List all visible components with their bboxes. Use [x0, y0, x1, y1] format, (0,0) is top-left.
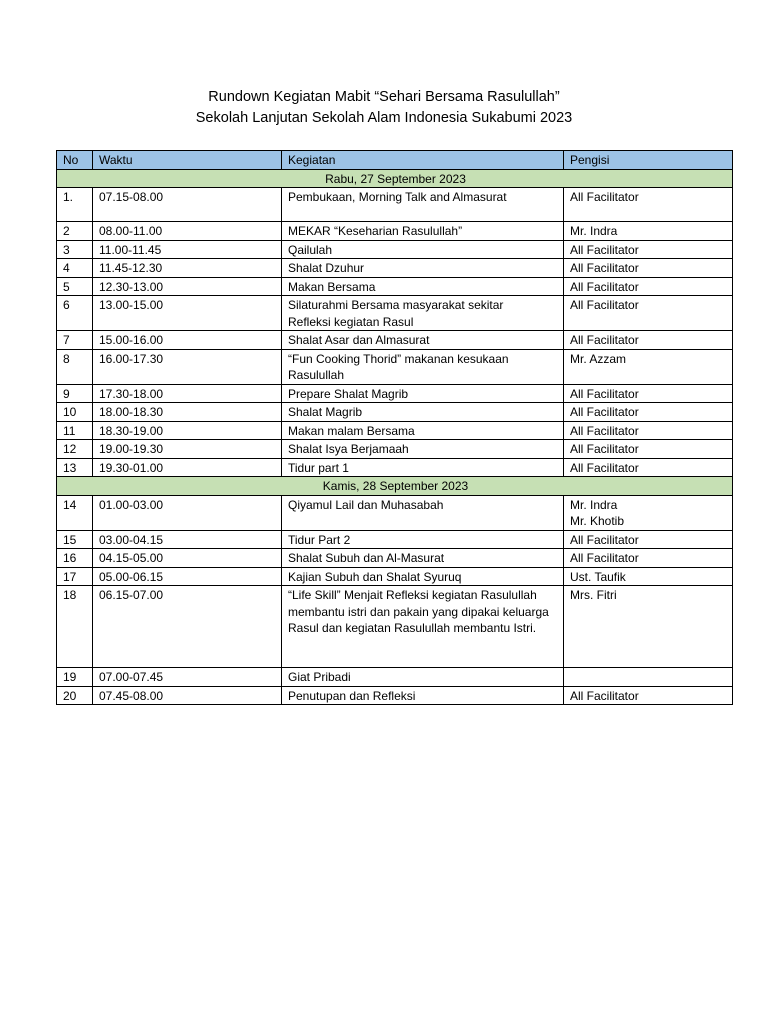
cell-pengisi — [564, 495, 733, 530]
cell-kegiatan: Pembukaan, Morning Talk and Almasurat — [282, 188, 564, 222]
cell-kegiatan: Shalat Subuh dan Al-Masurat — [282, 549, 564, 568]
cell-pengisi — [564, 668, 733, 687]
cell-no: 4 — [57, 259, 93, 278]
cell-no: 7 — [57, 331, 93, 350]
cell-kegiatan: “Fun Cooking Thorid” makanan kesukaan Rasulullah — [282, 349, 564, 384]
cell-waktu: 06.15-07.00 — [93, 586, 282, 668]
cell-pengisi: All Facilitator — [564, 458, 733, 477]
cell-no: 6 — [57, 296, 93, 331]
cell-pengisi: Ust. Taufik — [564, 567, 733, 586]
cell-waktu: 15.00-16.00 — [93, 331, 282, 350]
table-row — [57, 240, 733, 259]
cell-pengisi: All Facilitator — [564, 530, 733, 549]
cell-kegiatan: Qailulah — [282, 240, 564, 259]
table-row — [57, 259, 733, 278]
cell-kegiatan: Tidur Part 2 — [282, 530, 564, 549]
cell-pengisi: All Facilitator — [564, 440, 733, 459]
pengisi-line-1: Mr. Indra — [570, 497, 618, 512]
cell-waktu: 11.45-12.30 — [93, 259, 282, 278]
cell-no: 17 — [57, 567, 93, 586]
cell-kegiatan: Kajian Subuh dan Shalat Syuruq — [282, 567, 564, 586]
table-row — [57, 458, 733, 477]
table-row — [57, 440, 733, 459]
table-row — [57, 403, 733, 422]
cell-kegiatan: Shalat Dzuhur — [282, 259, 564, 278]
cell-waktu: 07.15-08.00 — [93, 188, 282, 222]
cell-no: 2 — [57, 222, 93, 241]
table-row — [57, 549, 733, 568]
table-row — [57, 586, 733, 668]
cell-waktu: 08.00-11.00 — [93, 222, 282, 241]
table-row — [57, 384, 733, 403]
cell-pengisi: All Facilitator — [564, 259, 733, 278]
cell-no: 3 — [57, 240, 93, 259]
cell-no: 8 — [57, 349, 93, 384]
document-title — [0, 87, 768, 129]
cell-pengisi: Mr. Azzam — [564, 349, 733, 384]
cell-pengisi: All Facilitator — [564, 421, 733, 440]
cell-no: 14 — [57, 495, 93, 530]
cell-no: 11 — [57, 421, 93, 440]
cell-kegiatan: Makan Bersama — [282, 277, 564, 296]
cell-kegiatan: Qiyamul Lail dan Muhasabah — [282, 495, 564, 530]
cell-no: 18 — [57, 586, 93, 668]
cell-no: 16 — [57, 549, 93, 568]
kegiatan-line-2: Refleksi kegiatan Rasul — [288, 314, 414, 329]
table-row — [57, 686, 733, 705]
day-row-2 — [57, 477, 733, 496]
header-kegiatan: Kegiatan — [282, 151, 564, 170]
cell-kegiatan: Makan malam Bersama — [282, 421, 564, 440]
cell-no: 9 — [57, 384, 93, 403]
cell-pengisi: All Facilitator — [564, 296, 733, 331]
cell-kegiatan — [282, 296, 564, 331]
cell-kegiatan: MEKAR “Keseharian Rasulullah” — [282, 222, 564, 241]
cell-kegiatan: Giat Pribadi — [282, 668, 564, 687]
cell-waktu: 17.30-18.00 — [93, 384, 282, 403]
day-label: Kamis, 28 September 2023 — [57, 477, 733, 496]
table-row — [57, 668, 733, 687]
cell-pengisi: All Facilitator — [564, 188, 733, 222]
table-row — [57, 349, 733, 384]
cell-no: 1. — [57, 188, 93, 222]
cell-waktu: 13.00-15.00 — [93, 296, 282, 331]
cell-pengisi: All Facilitator — [564, 240, 733, 259]
cell-waktu: 04.15-05.00 — [93, 549, 282, 568]
cell-kegiatan: Tidur part 1 — [282, 458, 564, 477]
cell-waktu: 07.45-08.00 — [93, 686, 282, 705]
rundown-table — [56, 150, 733, 705]
header-no: No — [57, 151, 93, 170]
cell-pengisi: All Facilitator — [564, 686, 733, 705]
cell-waktu: 18.30-19.00 — [93, 421, 282, 440]
title-line-1: Rundown Kegiatan Mabit “Sehari Bersama Rasulullah” — [208, 89, 560, 105]
cell-pengisi: All Facilitator — [564, 403, 733, 422]
table-row — [57, 188, 733, 222]
cell-kegiatan: Shalat Isya Berjamaah — [282, 440, 564, 459]
header-pengisi: Pengisi — [564, 151, 733, 170]
kegiatan-line-1: Silaturahmi Bersama masyarakat sekitar — [288, 298, 504, 312]
cell-pengisi: All Facilitator — [564, 549, 733, 568]
day-row-1 — [57, 169, 733, 188]
cell-pengisi: All Facilitator — [564, 384, 733, 403]
cell-waktu: 19.00-19.30 — [93, 440, 282, 459]
cell-waktu: 19.30-01.00 — [93, 458, 282, 477]
table-header-row — [57, 151, 733, 170]
cell-kegiatan: “Life Skill” Menjait Refleksi kegiatan Rasulullah membantu istri dan pakain yang dipakai keluarga Rasul dan kegiatan Rasulullah membantu Istri. — [282, 586, 564, 668]
title-line-2: Sekolah Lanjutan Sekolah Alam Indonesia Sukabumi 2023 — [195, 110, 573, 126]
table-row — [57, 567, 733, 586]
table-row — [57, 530, 733, 549]
table-row — [57, 421, 733, 440]
cell-waktu: 16.00-17.30 — [93, 349, 282, 384]
table-row — [57, 222, 733, 241]
cell-no: 12 — [57, 440, 93, 459]
cell-kegiatan: Shalat Asar dan Almasurat — [282, 331, 564, 350]
cell-waktu: 01.00-03.00 — [93, 495, 282, 530]
cell-kegiatan: Penutupan dan Refleksi — [282, 686, 564, 705]
cell-no: 20 — [57, 686, 93, 705]
cell-pengisi: Mrs. Fitri — [564, 586, 733, 668]
cell-kegiatan: Shalat Magrib — [282, 403, 564, 422]
pengisi-line-2: Mr. Khotib — [570, 514, 625, 528]
cell-waktu: 03.00-04.15 — [93, 530, 282, 549]
table-row — [57, 296, 733, 331]
table-row — [57, 331, 733, 350]
cell-no: 19 — [57, 668, 93, 687]
cell-waktu: 07.00-07.45 — [93, 668, 282, 687]
cell-pengisi: All Facilitator — [564, 277, 733, 296]
cell-no: 13 — [57, 458, 93, 477]
cell-no: 15 — [57, 530, 93, 549]
header-waktu: Waktu — [93, 151, 282, 170]
cell-waktu: 18.00-18.30 — [93, 403, 282, 422]
cell-no: 10 — [57, 403, 93, 422]
table-row — [57, 495, 733, 530]
cell-waktu: 11.00-11.45 — [93, 240, 282, 259]
table-row — [57, 277, 733, 296]
cell-pengisi: Mr. Indra — [564, 222, 733, 241]
day-label: Rabu, 27 September 2023 — [57, 169, 733, 188]
cell-pengisi: All Facilitator — [564, 331, 733, 350]
cell-waktu: 05.00-06.15 — [93, 567, 282, 586]
cell-no: 5 — [57, 277, 93, 296]
cell-waktu: 12.30-13.00 — [93, 277, 282, 296]
cell-kegiatan: Prepare Shalat Magrib — [282, 384, 564, 403]
